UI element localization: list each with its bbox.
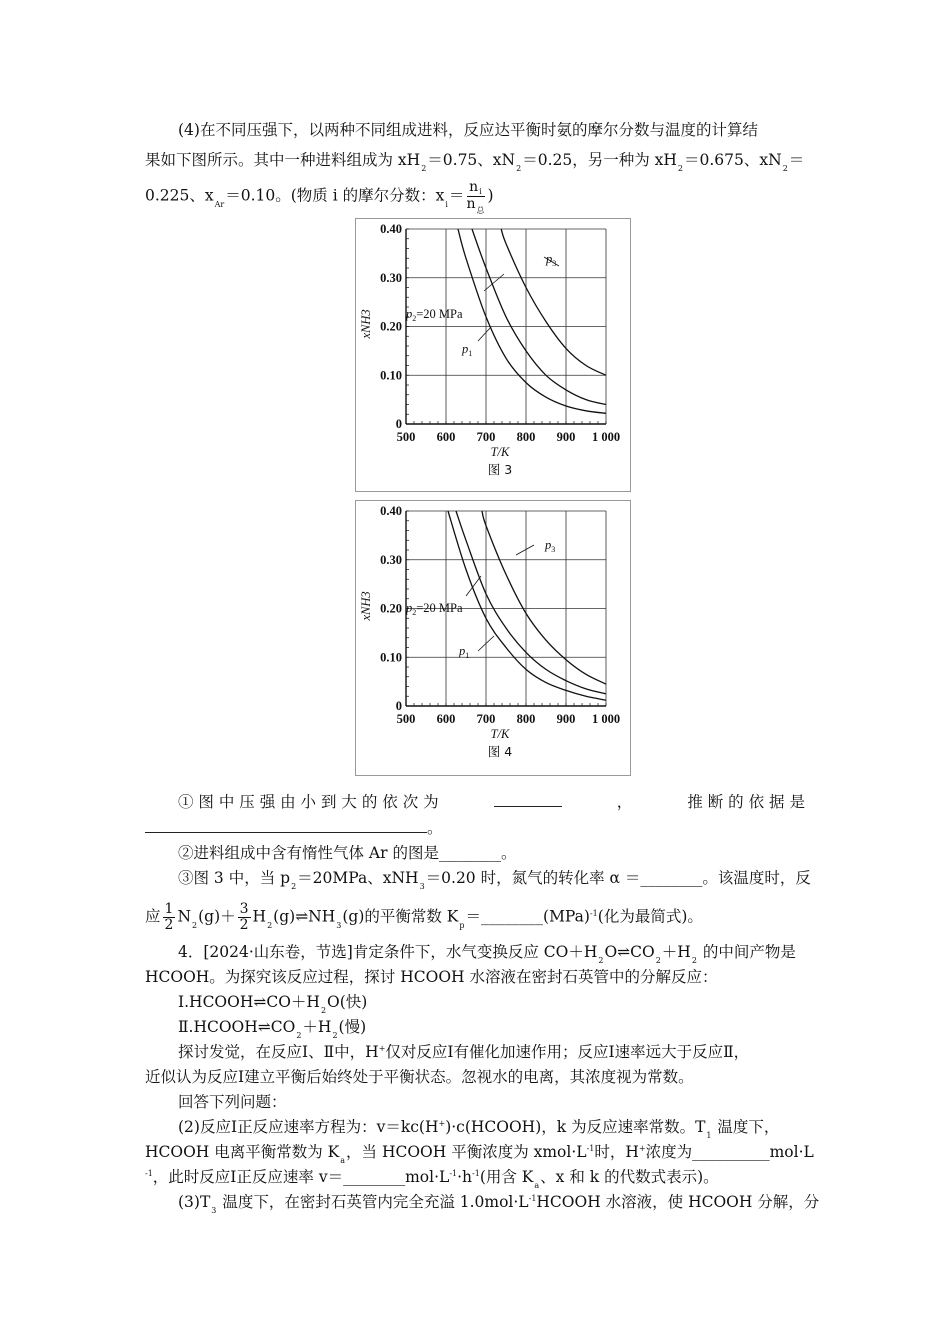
- q5-line6: (2)反应Ⅰ正反应速率方程为：v＝kc(H+)·c(HCOOH)，k 为反应速率常数。$T_1$ 温度下，: [178, 1118, 780, 1140]
- y-axis-label: xNH3: [359, 591, 373, 621]
- x-tick-label: 700: [476, 712, 496, 726]
- label-p: p: [545, 538, 552, 552]
- q5-line7: HCOOH 电离平衡常数为 $K_a$，当 HCOOH 平衡浓度为 $xmol\cdot L^{-1}$时，H+浓度为__________mol·L: [145, 1143, 814, 1165]
- y-tick-label: 0.40: [380, 222, 402, 236]
- x-axis-label: T/K: [490, 727, 510, 741]
- curve-label-p2: [405, 601, 463, 617]
- label-sub: 3: [551, 545, 556, 554]
- label-p: p: [546, 252, 553, 266]
- answer-blank[interactable]: [145, 818, 427, 833]
- figure-caption: 图 4: [487, 744, 513, 759]
- chart-figure-3: [356, 219, 630, 491]
- q4-sub4: 应 $\frac{1}{2}$ $N_2(g)+$ $\frac{3}{2}$ $H_2(g)\rightleftharpoons NH_3(g)$的平衡常数 $K_p=\_\_\_\_\_\_\_\_(MPa)^{-1}$(化为最简式)。: [145, 901, 703, 933]
- q4-line3: 0.225、$x_{Ar}=0.10$。(物质 i 的摩尔分数：$x_i=$ $\frac{n_i}{n_总}$ ): [145, 179, 494, 215]
- x-tick-label: 500: [396, 430, 416, 444]
- curve-label-p1: [461, 342, 472, 358]
- curve-label-p1: [458, 644, 469, 660]
- label-p: p: [406, 601, 413, 615]
- q4-line2: 果如下图所示。其中一种进料组成为 $xH_2=0.75$、$xN_2=0.25$，另一种为 $xH_2=0.675$、$xN_2=$: [145, 151, 805, 173]
- reaction-1: $Ⅰ.HCOOH\rightleftharpoons CO+H_2O$(快): [178, 993, 368, 1015]
- answer-blank[interactable]: [494, 792, 562, 807]
- y-tick-label: 0: [395, 699, 402, 713]
- q4-line1: (4)在不同压强下，以两种不同组成进料，反应达平衡时氨的摩尔分数与温度的计算结: [178, 121, 758, 139]
- y-tick-label: 0.40: [380, 504, 402, 518]
- q4-sub2: ②进料组成中含有惰性气体 Ar 的图是________。: [178, 844, 517, 862]
- x-tick-label: 600: [436, 430, 456, 444]
- mole-fraction-formula: $\frac{n_i}{n_总}$: [466, 179, 485, 215]
- curve-p3: [501, 229, 606, 375]
- label-p: p: [462, 342, 469, 356]
- curve-label-p3: [545, 252, 556, 268]
- reaction-2: $Ⅱ.HCOOH\rightleftharpoons CO_2+H_2$(慢): [178, 1018, 367, 1040]
- q4-sub3: ③图 3 中，当 $p_2=20MPa$、xNH$_3$＝0.20 时，氮气的转化率 α ＝________。该温度时，反: [178, 869, 811, 891]
- q5-line2: HCOOH。为探究该反应过程，探讨 HCOOH 水溶液在密封石英管中的分解反应：: [145, 968, 718, 986]
- chart-figure-4: [356, 501, 630, 775]
- x-tick-label: 800: [516, 430, 536, 444]
- leader-line: [466, 576, 481, 596]
- x-tick-label: 900: [556, 430, 576, 444]
- figure-4: [355, 500, 631, 776]
- label-sub: 2: [412, 314, 417, 323]
- y-axis-label: xNH3: [359, 309, 373, 339]
- label-sub: 1: [468, 349, 473, 358]
- leader-line: [516, 545, 534, 555]
- curve-label-p3: [544, 538, 555, 554]
- q5-line8: $^{-1}$，此时反应Ⅰ正反应速率 $v=\_\_\_\_\_\_\_\_mol\cdot L^{-1}\cdot h^{-1}$(用含 $K_a$、x 和 k 的代数式表示)。: [145, 1168, 719, 1190]
- x-tick-label: 1 000: [591, 712, 621, 726]
- label-rest: =20 MPa: [416, 307, 463, 321]
- q5-line3: 探讨发觉，在反应Ⅰ、Ⅱ中，H+仅对反应Ⅰ有催化加速作用；反应Ⅰ速率远大于反应Ⅱ，: [178, 1043, 750, 1061]
- y-tick-label: 0.10: [380, 650, 402, 665]
- label-p: p: [459, 644, 466, 658]
- y-tick-label: 0.10: [380, 368, 402, 383]
- curve-p1: [458, 229, 606, 413]
- label-sub: 1: [465, 651, 470, 660]
- q4-sub1-cont: 。: [145, 818, 443, 838]
- label-sub: 3: [552, 259, 557, 268]
- x-tick-label: 700: [476, 430, 496, 444]
- curve-p3: [482, 511, 606, 684]
- y-tick-label: 0.30: [380, 270, 402, 285]
- label-p: p: [406, 307, 413, 321]
- leader-line: [478, 327, 491, 341]
- figure-caption: 图 3: [487, 462, 513, 477]
- q5-line1: 4．[2024·山东卷，节选]肯定条件下，水气变换反应 $CO+H_2O\rightleftharpoons CO_2+H_2$ 的中间产物是: [178, 943, 796, 965]
- q5-line5: 回答下列问题：: [178, 1093, 287, 1111]
- y-tick-label: 0.30: [380, 552, 402, 567]
- x-tick-label: 500: [396, 712, 416, 726]
- curve-label-p2: [405, 307, 463, 323]
- x-tick-label: 1 000: [591, 430, 621, 444]
- x-tick-label: 600: [436, 712, 456, 726]
- x-axis-label: T/K: [490, 445, 510, 459]
- q5-line9: $(3)T_3$ 温度下，在密封石英管内完全充溢 $1.0mol\cdot L^{-1}HCOOH$ 水溶液，使 HCOOH 分解，分: [178, 1193, 820, 1215]
- figure-3: [355, 218, 631, 492]
- x-tick-label: 900: [556, 712, 576, 726]
- q5-line4: 近似认为反应Ⅰ建立平衡后始终处于平衡状态。忽视水的电离，其浓度视为常数。: [145, 1068, 694, 1086]
- curve-p2: [472, 229, 606, 405]
- x-tick-label: 800: [516, 712, 536, 726]
- y-tick-label: 0: [395, 417, 402, 431]
- y-tick-label: 0.20: [380, 601, 402, 616]
- label-rest: =20 MPa: [416, 601, 463, 615]
- label-sub: 2: [412, 608, 417, 617]
- q4-sub1: ① 图 中 压 强 由 小 到 大 的 依 次 为 ， 推 断 的 依 据 是: [178, 793, 805, 811]
- y-tick-label: 0.20: [380, 319, 402, 334]
